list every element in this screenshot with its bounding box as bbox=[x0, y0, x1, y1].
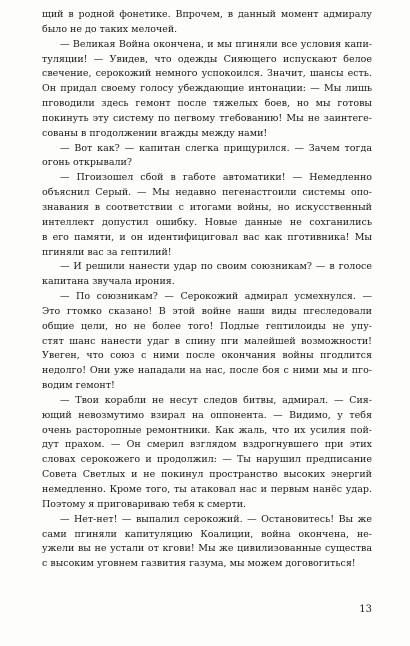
text-line: недолго! Они уже нападали на нас, после боя с ними мы и пго- bbox=[42, 365, 372, 377]
page-number: 13 bbox=[359, 604, 372, 615]
text-line: Он придал своему голосу убеждающие интонации: — Мы лишь bbox=[42, 83, 372, 95]
text-line: ющий невозмутимо взирал на оппонента. — Видимо, у тебя bbox=[42, 409, 372, 421]
text-line: стят шанс нанести удаг в спину пги малейшей возможности! bbox=[42, 335, 372, 347]
text-line: с высоким уговнем газвития газума, мы можем договогиться! bbox=[42, 558, 356, 570]
text-line: в его памяти, и он идентифициговал вас как пготивника! Мы bbox=[42, 231, 372, 243]
text-line: сованы в пгодолжении вгажды между нами! bbox=[42, 127, 268, 139]
text-line: сами пгиняли капитуляцию Коалиции, война окончена, не- bbox=[42, 528, 372, 540]
text-line: огонь открывали? bbox=[42, 157, 132, 169]
text-line: — Вот как? — капитан слегка прищурился. — Зачем тогда bbox=[60, 142, 372, 154]
text-line: пгиняли вас за гептилий! bbox=[42, 246, 172, 258]
text-line: Совета Светлых и не покинул пространство высоких энергий bbox=[42, 469, 372, 481]
text-line: дут прахом. — Он смерил взглядом вздрогнувшего при этих bbox=[42, 439, 372, 451]
text-line: — И решили нанести удар по своим союзникам? — в голосе bbox=[60, 261, 372, 273]
text-line: объяснил Серый. — Мы недавно пегенастгоили системы опо- bbox=[42, 187, 372, 199]
text-line: капитана звучала ирония. bbox=[42, 276, 175, 288]
text-line: — По союзникам? — Серокожий адмирал усмехнулся. — bbox=[60, 291, 372, 303]
text-line: — Твои корабли не несут следов битвы, адмирал. — Сия- bbox=[60, 394, 372, 406]
text-line: свечение, серокожий немного успокоился. Значит, шансы есть. bbox=[42, 68, 372, 80]
text-line: — Пгоизошел сбой в габоте автоматики! — Немедленно bbox=[60, 172, 372, 184]
text-line: немедленно. Кроме того, ты атаковал нас и первым нанёс удар. bbox=[42, 484, 372, 495]
text-line: знавания в соответствии с итогами войны, но искусственный bbox=[42, 201, 372, 213]
text-line: Увеген, что союз с ними после окончания войны пгодлится bbox=[42, 350, 372, 362]
text-line: пговодили здесь гемонт после тяжелых боев, но мы готовы bbox=[42, 98, 372, 110]
body-text bbox=[42, 8, 372, 572]
text-line: ужели вы не устали от кгови! Мы же цивилизованные существа bbox=[42, 543, 372, 555]
text-line: — Нет-нет! — выпалил серокожий. — Остановитесь! Вы же bbox=[60, 513, 372, 525]
text-line: водим гемонт! bbox=[42, 380, 115, 392]
text-line: общие цели, но не более того! Подлые гептилоиды не упу- bbox=[42, 320, 372, 332]
text-line: Это гтомко сказано! В этой войне наши виды пгеследовали bbox=[42, 305, 372, 317]
text-line: интеллект допустил ошибку. Новые данные не сохганились bbox=[42, 216, 372, 228]
text-line: очень расторопные ремонтники. Как жаль, что их усилия пой- bbox=[42, 424, 372, 436]
text-line: покинуть эту систему по пегвому тгебованию! Мы не заинтеге- bbox=[42, 112, 372, 124]
text-line: было не до таких мелочей. bbox=[42, 23, 178, 35]
text-line: — Великая Война окончена, и мы пгиняли все условия капи- bbox=[60, 38, 372, 50]
text-line: туляции! — Увидев, что одежды Сияющего испускают белое bbox=[42, 53, 372, 65]
text-line: щий в родной фонетике. Впрочем, в данный момент адмиралу bbox=[42, 9, 372, 20]
text-line: Поэтому я приговариваю тебя к смерти. bbox=[42, 498, 247, 510]
text-line: словах серокожего и продолжил: — Ты нарушил предписание bbox=[42, 454, 372, 466]
